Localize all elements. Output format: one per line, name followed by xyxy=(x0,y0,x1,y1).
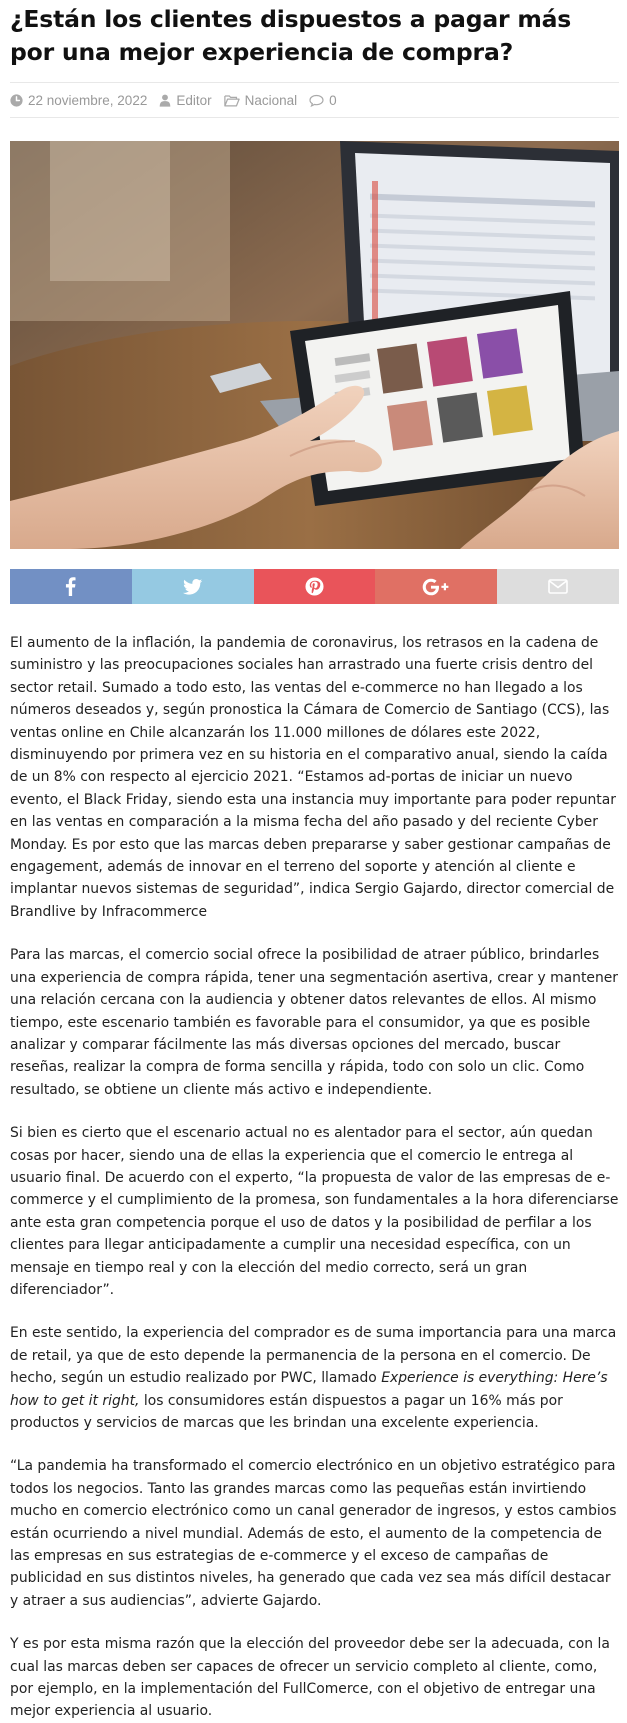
meta-date-text: 22 noviembre, 2022 xyxy=(28,92,148,108)
envelope-icon xyxy=(548,579,568,594)
tablet-shopping-photo xyxy=(10,141,619,549)
meta-comments-count[interactable]: 0 xyxy=(329,92,337,108)
article-meta xyxy=(10,82,619,118)
paragraph-4-text-a: En este sentido, la experiencia del comprador es de suma importancia para una marca de retail, ya que de esto depende la permanencia de la persona en el comercio. De hecho, según un estudio realizado por PWC, llamado xyxy=(10,1325,617,1387)
pinterest-icon xyxy=(305,577,324,596)
meta-category[interactable] xyxy=(224,93,298,108)
article xyxy=(10,0,619,1723)
twitter-icon xyxy=(183,579,203,595)
meta-comments[interactable] xyxy=(309,93,337,108)
meta-date xyxy=(10,93,147,108)
folder-icon xyxy=(224,94,240,107)
hero-image xyxy=(10,141,619,549)
paragraph-6: Y es por esta misma razón que la elección del proveedor debe ser la adecuada, con la cual las marcas deben ser capaces de ofrecer un servicio completo al cliente, como, por ejemplo, en la implementación del FullComerce, con el objetivo de entregar una mejor experiencia al usuario. xyxy=(10,1636,610,1720)
share-facebook-button[interactable] xyxy=(10,569,132,604)
share-google-plus-button[interactable] xyxy=(375,569,497,604)
share-email-button[interactable] xyxy=(497,569,619,604)
paragraph-4-text-b: los consumidores están dispuestos a pagar un 16% más por productos y servicios de marcas que les brindan una excelente experiencia. xyxy=(10,1392,563,1431)
user-icon xyxy=(159,94,171,107)
paragraph-2: Para las marcas, el comercio social ofrece la posibilidad de atraer público, brindarles una experiencia de compra rápida, tener una segmentación asertiva, crear y mantener una relación cercana con la audiencia y obtener datos relevantes de ellos. Al mismo tiempo, este escenario también es favorable para el consumidor, ya que es posible analizar y comparar fácilmente las más diversas opciones del mercado, buscar reseñas, realizar la compra de forma sencilla y rápida, todo con solo un clic. Como resultado, se obtiene un cliente más activo e independiente. xyxy=(10,947,619,1098)
paragraph-3: Si bien es cierto que el escenario actual no es alentador para el sector, aún quedan cosas por hacer, siendo una de ellas la experiencia que el comercio le entrega al usuario final. De acuerdo con el experto, “la propuesta de valor de las empresas de e-commerce y el cumplimiento de la promesa, son fundamentales a la hora diferenciarse ante esta gran competencia porque el uso de datos y la posibilidad de perfilar a los clientes para llegar anticipadamente a cumplir una necesidad específica, con un mensaje en tiempo real y con la elección del medio correcto, será un gran diferenciador”. xyxy=(10,1125,619,1298)
google-plus-icon xyxy=(422,578,450,596)
facebook-icon xyxy=(65,577,76,596)
comment-icon xyxy=(309,94,324,107)
share-twitter-button[interactable] xyxy=(132,569,254,604)
clock-icon xyxy=(10,94,23,107)
share-pinterest-button[interactable] xyxy=(254,569,376,604)
article-title: ¿Están los clientes dispuestos a pagar más por una mejor experiencia de compra? xyxy=(10,5,572,66)
study-title: Experience is everything: Here’s how to get it right, xyxy=(10,1370,608,1409)
meta-author[interactable] xyxy=(159,93,211,108)
meta-author-text[interactable]: Editor xyxy=(176,92,212,108)
meta-category-text[interactable]: Nacional xyxy=(244,92,298,108)
article-body xyxy=(10,632,619,1723)
paragraph-1: El aumento de la inflación, la pandemia de coronavirus, los retrasos en la cadena de suministro y las preocupaciones sociales han arrastrado una fuerte crisis dentro del sector retail. Sumado a todo esto, las ventas del e-commerce no han llegado a los números deseados y, según pronostica la Cámara de Comercio de Santiago (CCS), las ventas online en Chile alcanzarán los 11.000 millones de dólares este 2022, disminuyendo por primera vez en su historia en el comparativo anual, siendo la caída de un 8% con respecto al ejercicio 2021. “Estamos ad-portas de iniciar un nuevo evento, el Black Friday, siendo esta una instancia muy importante para poder repuntar en las ventas en comparación a la misma fecha del año pasado y del reciente Cyber Monday. Es por esto que las marcas deben prepararse y saber gestionar campañas de engagement, además de innovar en el terreno del soporte y atención al cliente e implantar nuevos sistemas de seguridad”, indica Sergio Gajardo, director comercial de Brandlive by Infracommerce xyxy=(10,635,616,920)
paragraph-5: “La pandemia ha transformado el comercio electrónico en un objetivo estratégico para todos los negocios. Tanto las grandes marcas como las pequeñas están invirtiendo mucho en comercio electrónico como un canal generador de ingresos, y estos cambios están ocurriendo a nivel mundial. Además de esto, el aumento de la competencia de las empresas en sus estrategias de e-commerce y el exceso de campañas de publicidad en sus distintos niveles, ha generado que cada vez sea más difícil destacar y atraer a sus audiencias”, advierte Gajardo. xyxy=(10,1458,617,1609)
paragraph-4 xyxy=(10,1322,619,1434)
share-bar xyxy=(10,569,619,604)
